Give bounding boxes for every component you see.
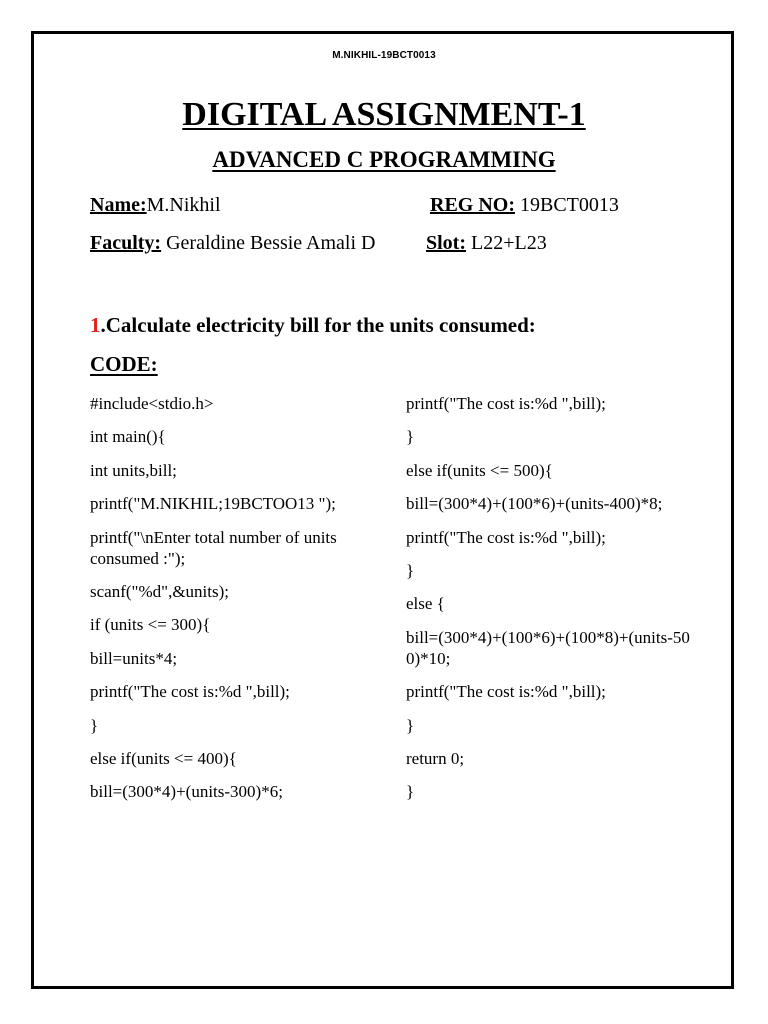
reg-label: REG NO: bbox=[430, 194, 515, 216]
name-value: M.Nikhil bbox=[146, 194, 221, 216]
reg-value: 19BCT0013 bbox=[520, 194, 619, 216]
code-line: } bbox=[406, 560, 415, 580]
code-column-right bbox=[406, 393, 706, 815]
page-title: DIGITAL ASSIGNMENT-1 bbox=[182, 96, 586, 133]
name-row bbox=[90, 194, 221, 217]
code-line: else if(units <= 400){ bbox=[90, 748, 237, 768]
code-line: bill=(300*4)+(100*6)+(units-400)*8; bbox=[406, 494, 663, 514]
code-line: printf("The cost is:%d ",bill); bbox=[406, 394, 606, 413]
code-line: else if(units <= 500){ bbox=[406, 460, 553, 480]
slot-label: Slot: bbox=[426, 232, 466, 254]
code-line: bill=(300*4)+(100*6)+(100*8)+(units-500)*10; bbox=[406, 627, 690, 668]
code-line: if (units <= 300){ bbox=[90, 615, 211, 635]
code-line: } bbox=[406, 427, 415, 447]
code-line: printf("The cost is:%d ",bill); bbox=[406, 682, 606, 702]
code-line: printf("The cost is:%d ",bill); bbox=[406, 527, 606, 547]
code-line: return 0; bbox=[406, 748, 465, 768]
code-line: else { bbox=[406, 594, 445, 614]
code-line: printf("\nEnter total number of units consumed :"); bbox=[90, 527, 342, 568]
slot-value: L22+L23 bbox=[471, 232, 547, 254]
code-line: } bbox=[406, 782, 415, 802]
faculty-row bbox=[90, 232, 376, 255]
question-heading bbox=[90, 313, 536, 338]
faculty-label: Faculty: bbox=[90, 232, 162, 254]
code-line: int units,bill; bbox=[90, 460, 177, 480]
code-line: #include<stdio.h> bbox=[90, 394, 214, 413]
code-line: printf("The cost is:%d ",bill); bbox=[90, 682, 290, 702]
reg-row bbox=[430, 194, 619, 217]
faculty-value: Geraldine Bessie Amali D bbox=[166, 232, 376, 254]
code-heading: CODE: bbox=[90, 352, 158, 376]
code-column-left bbox=[90, 393, 380, 815]
code-line: } bbox=[406, 715, 415, 735]
code-line: scanf("%d",&units); bbox=[90, 581, 229, 601]
page-subtitle: ADVANCED C PROGRAMMING bbox=[212, 147, 556, 172]
code-line: } bbox=[90, 715, 99, 735]
code-line: bill=(300*4)+(units-300)*6; bbox=[90, 782, 283, 802]
header-tag: M.NIKHIL-19BCT0013 bbox=[332, 50, 436, 61]
code-line: printf("M.NIKHIL;19BCTOO13 "); bbox=[90, 494, 336, 514]
code-line: bill=units*4; bbox=[90, 648, 178, 668]
question-number: 1 bbox=[90, 313, 101, 337]
code-line: int main(){ bbox=[90, 427, 166, 447]
slot-row bbox=[426, 232, 547, 255]
name-label: Name: bbox=[90, 194, 147, 216]
question-text: .Calculate electricity bill for the units consumed: bbox=[100, 313, 536, 337]
